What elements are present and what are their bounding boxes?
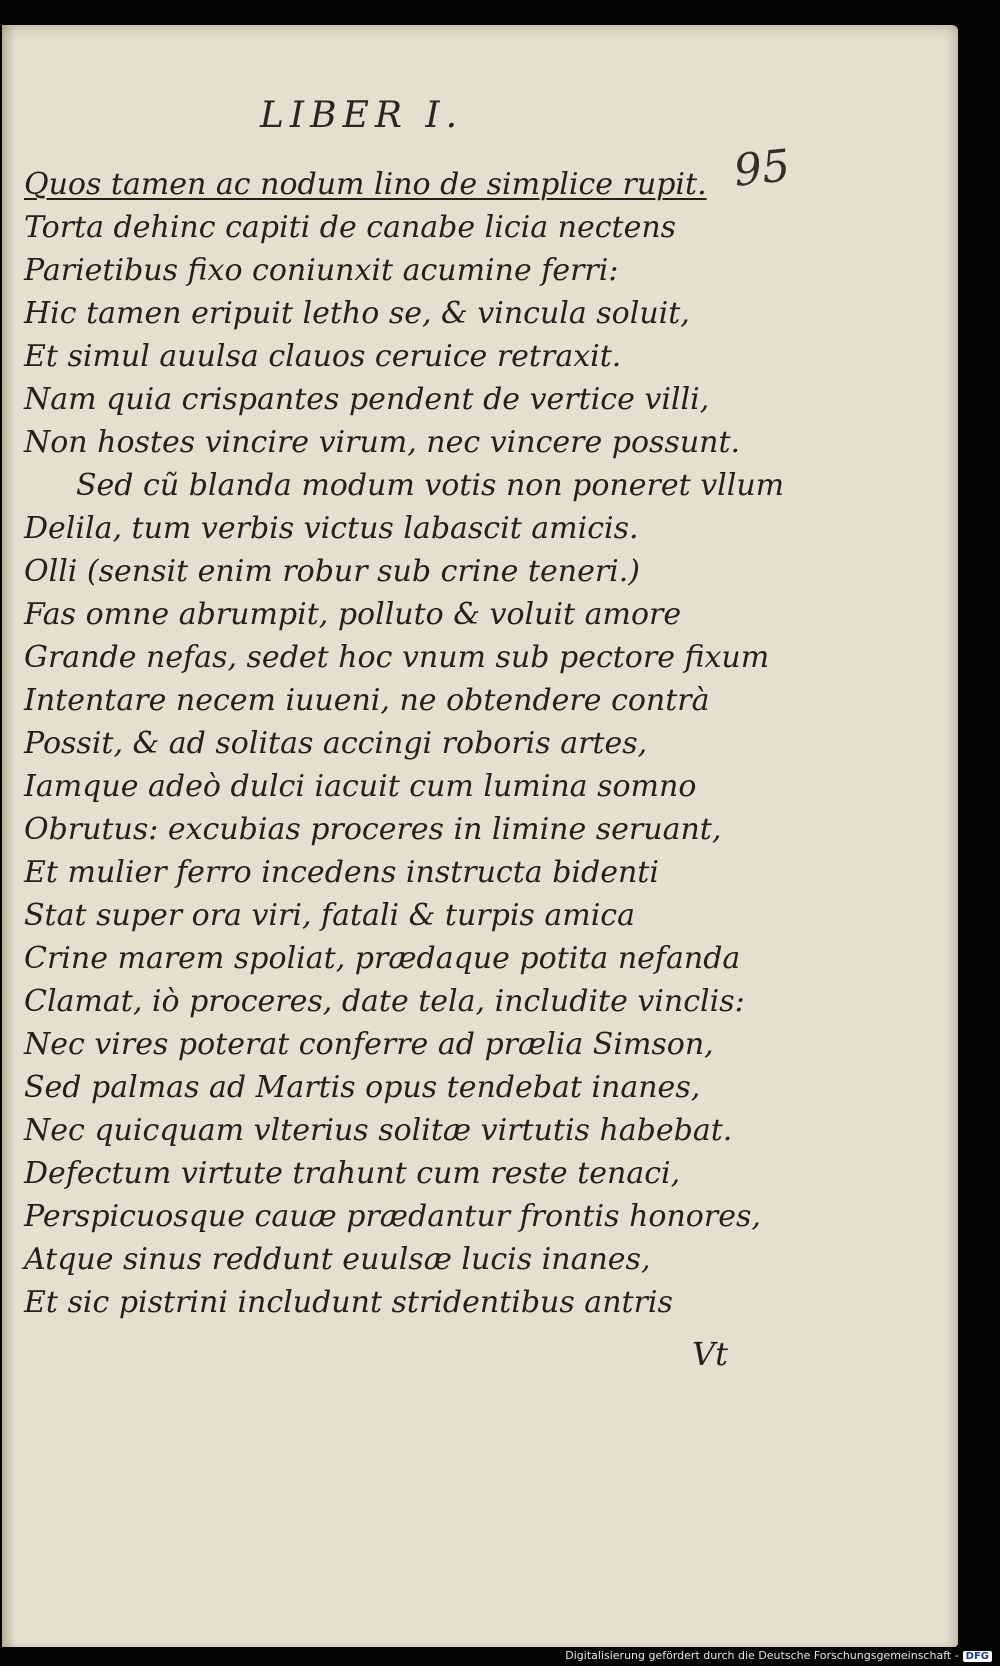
verse-line: Fas omne abrumpit, polluto & voluit amore xyxy=(24,597,682,632)
verse-line: Torta dehinc capiti de canabe licia nectens xyxy=(24,210,677,245)
verse-line: Olli (sensit enim robur sub crine teneri.) xyxy=(24,554,640,589)
verse-line: Quos tamen ac nodum lino de simplice rupit. xyxy=(24,167,707,202)
verse-line: Nam quia crispantes pendent de vertice villi, xyxy=(24,382,710,417)
verse-line: Non hostes vincire virum, nec vincere possunt. xyxy=(24,425,741,460)
book-page xyxy=(2,25,958,1647)
verse-line: Atque sinus reddunt euulsæ lucis inanes, xyxy=(24,1242,651,1277)
verse-line: Crine marem spoliat, prædaque potita nefanda xyxy=(24,941,741,976)
dfg-logo: DFG xyxy=(963,1651,992,1662)
verse-line: Hic tamen eripuit letho se, & vincula soluit, xyxy=(24,296,690,331)
verse-line: Sed cũ blanda modum votis non poneret vllum xyxy=(76,468,785,503)
verse-line: Iamque adeò dulci iacuit cum lumina somno xyxy=(24,769,697,804)
verse-line: Possit, & ad solitas accingi roboris artes, xyxy=(24,726,648,761)
handwritten-page-number: 95 xyxy=(731,140,793,197)
gutter-shadow xyxy=(2,25,16,1647)
verse-line: Grande nefas, sedet hoc vnum sub pectore fixum xyxy=(24,640,770,675)
verse-line: Parietibus fixo coniunxit acumine ferri: xyxy=(24,253,619,288)
catchword: Vt xyxy=(692,1335,728,1373)
verse-line: Delila, tum verbis victus labascit amicis. xyxy=(24,511,639,546)
verse-line: Et mulier ferro incedens instructa bidenti xyxy=(24,855,659,890)
digitization-credit xyxy=(565,1649,992,1662)
credit-text: Digitalisierung gefördert durch die Deutsche Forschungsgemeinschaft - xyxy=(565,1649,959,1662)
verse-line: Clamat, iò proceres, date tela, includite vinclis: xyxy=(24,984,745,1019)
verse-line: Nec vires poterat conferre ad prælia Simson, xyxy=(24,1027,714,1062)
verse-line: Sed palmas ad Martis opus tendebat inanes, xyxy=(24,1070,701,1105)
verse-line: Et simul auulsa clauos ceruice retraxit. xyxy=(24,339,622,374)
verse-line: Obrutus: excubias proceres in limine seruant, xyxy=(24,812,722,847)
verse-line: Defectum virtute trahunt cum reste tenaci, xyxy=(24,1156,681,1191)
verse-line: Intentare necem iuueni, ne obtendere contrà xyxy=(24,683,710,718)
verse-line: Perspicuosque cauæ prædantur frontis honores, xyxy=(24,1199,761,1234)
verse-line: Et sic pistrini includunt stridentibus antris xyxy=(24,1285,673,1320)
verse-line: Stat super ora viri, fatali & turpis amica xyxy=(24,898,635,933)
verse-line: Nec quicquam vlterius solitæ virtutis habebat. xyxy=(24,1113,733,1148)
running-head: LIBER I. xyxy=(260,95,464,136)
